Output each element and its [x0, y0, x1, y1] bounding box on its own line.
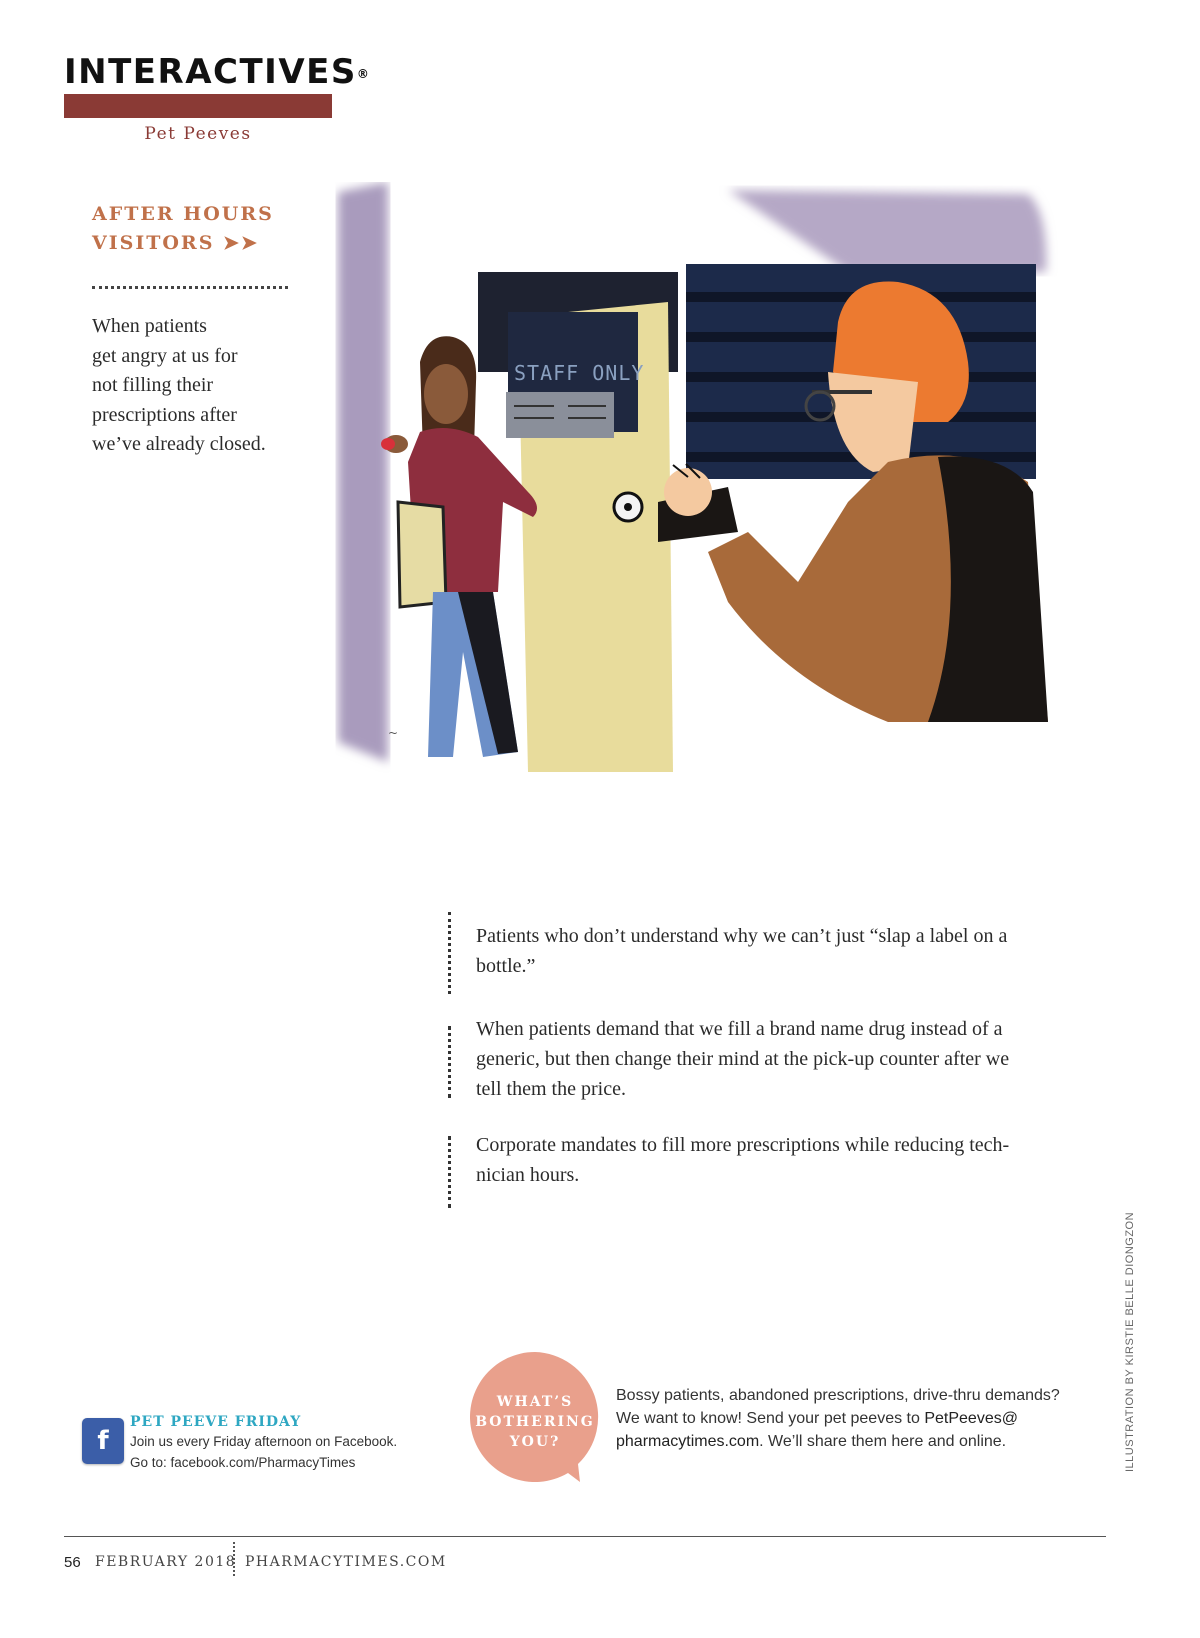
- callout-line: [616, 1407, 1076, 1430]
- dotted-divider: [448, 912, 451, 994]
- illustration-credit: ILLUSTRATION BY KIRSTIE BELLE DIONGZON: [1124, 1211, 1136, 1472]
- speech-bubble-text: [470, 1392, 600, 1452]
- speech-bubble-line: WHAT’S: [496, 1394, 574, 1410]
- peeve-text-line: Patients who don’t understand why we can’t just “slap a label on a: [476, 925, 1008, 947]
- feature-heading-line-2: VISITORS ➤➤: [92, 232, 259, 254]
- page-number: 56: [64, 1554, 81, 1571]
- doorknob-center: [624, 503, 632, 511]
- callout-text: We want to know! Send your pet peeves to: [616, 1410, 925, 1427]
- man-hand: [664, 468, 712, 516]
- footer-divider: [233, 1542, 235, 1576]
- callout-line: [616, 1430, 1076, 1453]
- feature-text-line: When patients: [92, 315, 207, 337]
- back-wall-shape: [728, 190, 1046, 272]
- woman-face: [424, 364, 468, 424]
- woman-bag: [398, 502, 446, 607]
- feature-text: [92, 312, 292, 460]
- callout-line: Bossy patients, abandoned prescriptions, drive-thru demands?: [616, 1387, 1060, 1404]
- callout-text: . We’ll share them here and online.: [759, 1433, 1007, 1450]
- peeve-text: [476, 1014, 1076, 1104]
- feature-text-line: we’ve already closed.: [92, 433, 266, 455]
- artist-signature-mark: ~: [388, 726, 399, 740]
- feature-text-line: prescriptions after: [92, 403, 237, 426]
- brand-bar: [64, 94, 332, 118]
- feature-text-line: not filling their: [92, 374, 214, 396]
- email-link[interactable]: PetPeeves@: [924, 1410, 1018, 1427]
- footer-rule: [64, 1536, 1106, 1537]
- peeve-text-line: When patients demand that we fill a brand name drug instead of a: [476, 1018, 1003, 1040]
- peeve-text-line: generic, but then change their mind at the pick-up counter after we: [476, 1048, 1010, 1070]
- peeve-text-line: nician hours.: [476, 1164, 580, 1186]
- brand-title: [64, 52, 371, 92]
- facebook-promo-title: PET PEEVE FRIDAY: [130, 1414, 302, 1430]
- peeve-text: [476, 921, 1076, 981]
- speech-bubble-line: BOTHERING: [475, 1414, 595, 1430]
- dotted-divider: [92, 286, 288, 289]
- wall-shape: [338, 182, 388, 762]
- facebook-icon[interactable]: f: [82, 1418, 124, 1464]
- sign-plate: [506, 392, 614, 438]
- woman-keycard: [381, 438, 395, 450]
- facebook-link[interactable]: Go to: facebook.com/PharmacyTimes: [130, 1455, 356, 1470]
- facebook-promo-line: Join us every Friday afternoon on Facebook.: [130, 1434, 398, 1449]
- peeve-text: [476, 1130, 1076, 1190]
- dotted-divider: [448, 1136, 451, 1208]
- site-link[interactable]: PHARMACYTIMES.COM: [245, 1554, 447, 1570]
- peeve-text-line: bottle.”: [476, 955, 536, 977]
- issue-date: FEBRUARY 2018: [95, 1554, 237, 1570]
- dotted-divider: [448, 1026, 451, 1098]
- brand-name: INTERACTIVES: [64, 52, 357, 92]
- section-title: Pet Peeves: [144, 124, 252, 144]
- brand-masthead: [64, 52, 371, 144]
- email-link[interactable]: pharmacytimes.com: [616, 1433, 760, 1450]
- feature-text-line: get angry at us for: [92, 344, 238, 367]
- submission-callout: [616, 1384, 1076, 1453]
- peeve-text-line: tell them the price.: [476, 1078, 626, 1100]
- pharmacy-illustration: [328, 182, 1094, 782]
- speech-bubble-line: YOU?: [509, 1434, 561, 1450]
- registered-mark: ®: [356, 67, 371, 81]
- feature-heading: [92, 200, 274, 258]
- feature-heading-line-1: AFTER HOURS: [92, 203, 274, 225]
- peeve-text-line: Corporate mandates to fill more prescriptions while reducing tech-: [476, 1134, 1010, 1156]
- door-sign-text: STAFF ONLY: [514, 361, 645, 385]
